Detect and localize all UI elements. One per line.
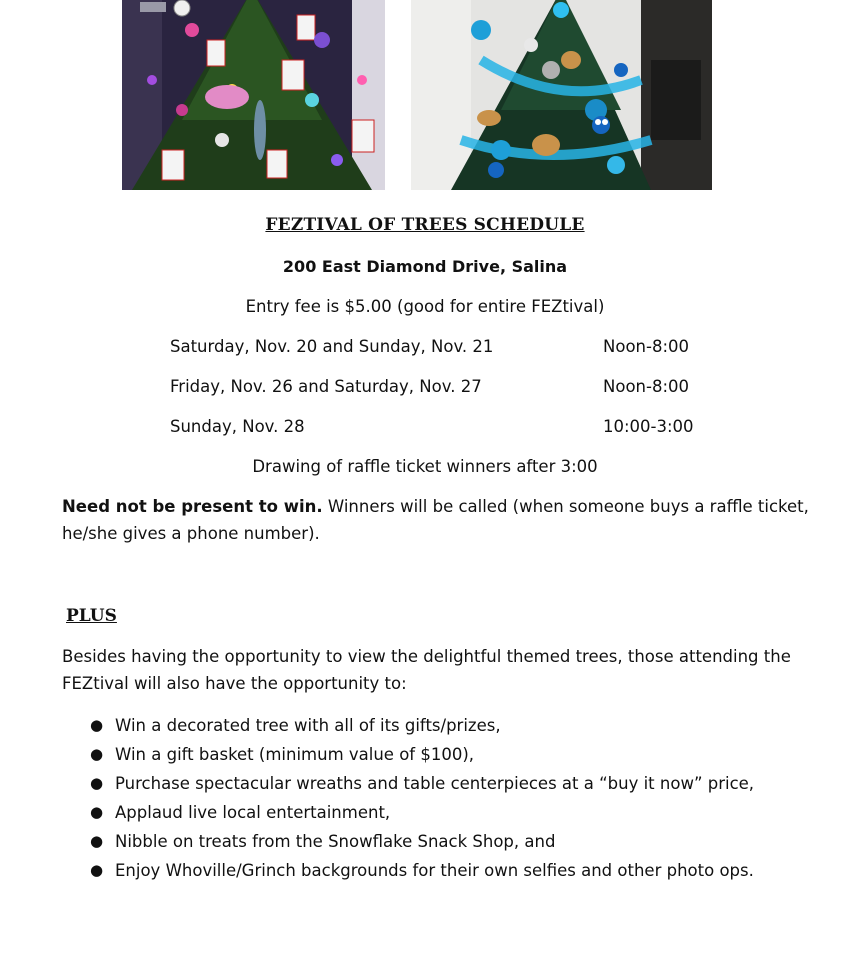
bullet-icon: ● (90, 803, 104, 821)
cookie-monster-tree-photo (411, 0, 712, 190)
raffle-notice (62, 493, 832, 547)
list-item-text: Purchase spectacular wreaths and table centerpieces at a “buy it now” price, (115, 774, 755, 793)
list-item (90, 856, 754, 885)
alice-in-wonderland-tree-photo (122, 0, 385, 190)
bullet-icon: ● (90, 832, 104, 850)
bullet-icon: ● (90, 774, 104, 792)
list-item-text: Enjoy Whoville/Grinch backgrounds for their own selfies and other photo ops. (115, 861, 754, 880)
list-item (90, 769, 754, 798)
plus-intro: Besides having the opportunity to view the delightful themed trees, those attending the FEZtival will also have the opportunity to: (62, 647, 791, 693)
list-item (90, 827, 754, 856)
schedule-row (170, 417, 696, 436)
list-item (90, 740, 754, 769)
list-item-text: Nibble on treats from the Snowflake Snack Shop, and (115, 832, 556, 851)
list-item (90, 711, 754, 740)
entry-fee: Entry fee is $5.00 (good for entire FEZtival) (245, 297, 605, 316)
schedule-row (170, 337, 696, 356)
bullet-icon: ● (90, 861, 104, 879)
raffle-drawing-note: Drawing of raffle ticket winners after 3:00 (252, 457, 598, 476)
schedule-time: Noon-8:00 (603, 377, 689, 396)
schedule-days: Sunday, Nov. 28 (170, 417, 305, 436)
schedule-days: Saturday, Nov. 20 and Sunday, Nov. 21 (170, 337, 494, 356)
schedule-title: FEZTIVAL OF TREES SCHEDULE (265, 215, 585, 235)
activities-list (90, 711, 754, 885)
bullet-icon: ● (90, 716, 104, 734)
plus-heading: PLUS (66, 606, 117, 626)
event-address: 200 East Diamond Drive, Salina (282, 257, 568, 276)
schedule-row (170, 377, 696, 396)
schedule-time: Noon-8:00 (603, 337, 689, 356)
list-item-text: Win a decorated tree with all of its gifts/prizes, (115, 716, 501, 735)
schedule-days: Friday, Nov. 26 and Saturday, Nov. 27 (170, 377, 482, 396)
raffle-notice-text: Winners will be called (when someone buys a raffle ticket, he/she gives a phone number). (62, 497, 809, 543)
bullet-icon: ● (90, 745, 104, 763)
raffle-notice-bold: Need not be present to win. (62, 497, 323, 516)
list-item-text: Win a gift basket (minimum value of $100), (115, 745, 475, 764)
list-item (90, 798, 754, 827)
list-item-text: Applaud live local entertainment, (115, 803, 391, 822)
schedule-time: 10:00-3:00 (603, 417, 694, 436)
